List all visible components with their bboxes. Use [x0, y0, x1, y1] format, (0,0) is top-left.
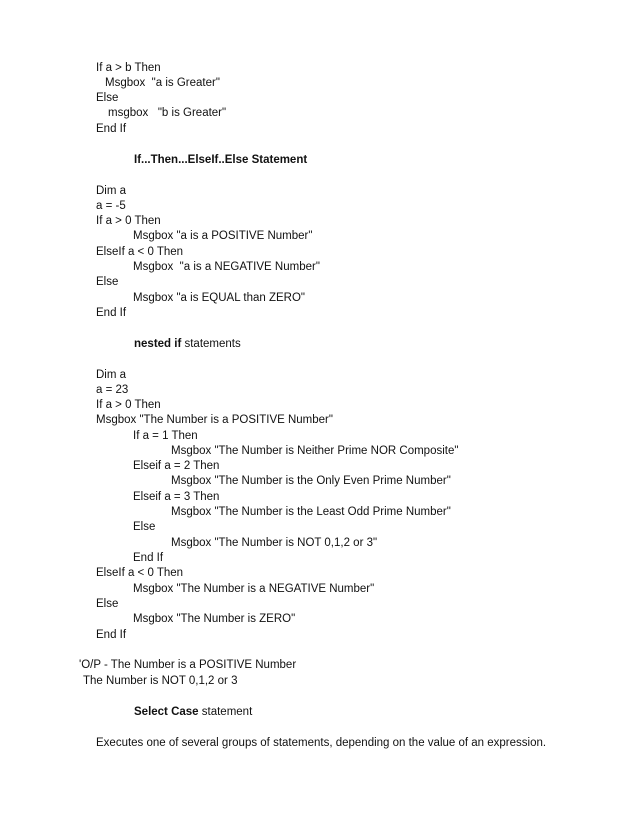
code-line: Else: [96, 276, 119, 288]
code-line: Msgbox "The Number is the Only Even Prime Number": [171, 475, 451, 487]
section-heading: Select Case statement: [134, 706, 253, 718]
code-line: End If: [96, 629, 127, 641]
code-line: Elseif a = 3 Then: [133, 491, 220, 503]
code-line: If a = 1 Then: [133, 430, 198, 442]
code-line: Msgbox "The Number is ZERO": [133, 613, 296, 625]
section-heading: nested if statements: [134, 338, 241, 350]
code-line: Msgbox "a is a POSITIVE Number": [133, 230, 313, 242]
code-line: Else: [96, 598, 119, 610]
code-line: Msgbox "The Number is a POSITIVE Number": [96, 414, 333, 426]
code-line: a = -5: [96, 200, 126, 212]
code-line: If a > 0 Then: [96, 215, 161, 227]
code-line: Dim a: [96, 369, 127, 381]
code-line: Msgbox "a is EQUAL than ZERO": [133, 292, 305, 304]
code-line: ElseIf a < 0 Then: [96, 567, 184, 579]
code-line: Msgbox "The Number is Neither Prime NOR Composite": [171, 445, 459, 457]
code-line: a = 23: [96, 384, 129, 396]
code-line: Msgbox "The Number is a NEGATIVE Number": [133, 583, 375, 595]
code-line: Dim a: [96, 185, 127, 197]
code-line: Else: [133, 521, 156, 533]
code-line: Msgbox "a is Greater": [105, 77, 220, 89]
code-line: Else: [96, 92, 119, 104]
code-line: Elseif a = 2 Then: [133, 460, 220, 472]
code-line: End If: [96, 123, 127, 135]
code-line: msgbox "b is Greater": [108, 107, 227, 119]
section-heading: If...Then...ElseIf..Else Statement: [134, 154, 308, 166]
code-line: End If: [133, 552, 164, 564]
code-line: Msgbox "The Number is NOT 0,1,2 or 3": [171, 537, 378, 549]
output-line: The Number is NOT 0,1,2 or 3: [83, 675, 238, 687]
code-line: ElseIf a < 0 Then: [96, 246, 184, 258]
output-line: 'O/P - The Number is a POSITIVE Number: [79, 659, 297, 671]
code-line: Msgbox "a is a NEGATIVE Number": [133, 261, 320, 273]
code-line: End If: [96, 307, 127, 319]
code-line: If a > 0 Then: [96, 399, 161, 411]
description-text: Executes one of several groups of statements, depending on the value of an expression.: [96, 737, 547, 749]
code-line: If a > b Then: [96, 62, 161, 74]
code-line: Msgbox "The Number is the Least Odd Prime Number": [171, 506, 451, 518]
